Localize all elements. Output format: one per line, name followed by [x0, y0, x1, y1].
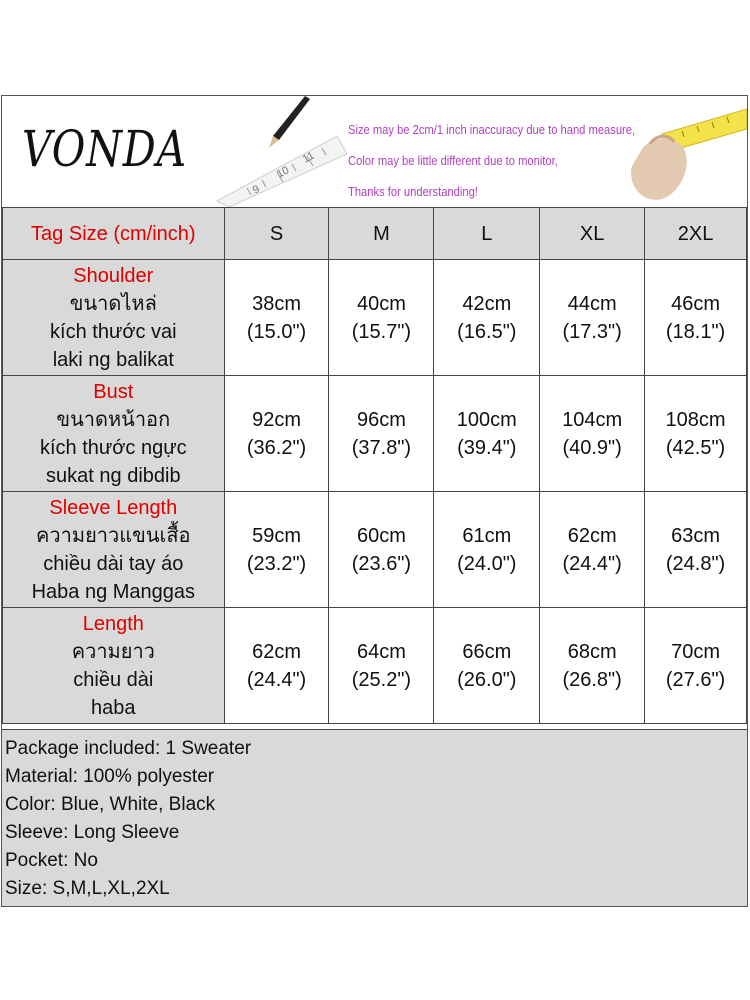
- row-label-line: kích thước vai: [50, 320, 177, 343]
- row-label-line: ขนาดไหล่: [69, 292, 157, 315]
- size-header: S: [224, 208, 329, 260]
- value-cm: 62cm: [252, 640, 301, 663]
- measurement-notes: [348, 114, 635, 207]
- value-cm: 104cm: [562, 408, 623, 431]
- table-row: [3, 376, 747, 492]
- value-cell: [540, 608, 645, 724]
- value-inch: (26.0"): [457, 668, 517, 691]
- row-label-line: laki ng balikat: [52, 348, 174, 371]
- value-cm: 96cm: [356, 408, 406, 431]
- row-title: Length: [82, 612, 144, 635]
- value-inch: (42.5"): [665, 436, 726, 459]
- info-line: Color: Blue, White, Black: [5, 794, 216, 815]
- row-label-line: kích thước ngực: [39, 436, 187, 459]
- table-row: [3, 492, 747, 608]
- info-line: Sleeve: Long Sleeve: [5, 822, 180, 843]
- tag-size-label: Tag Size (cm/inch): [3, 208, 225, 260]
- row-label: [3, 260, 225, 376]
- value-inch: (27.6"): [665, 668, 726, 691]
- value-cell: [434, 376, 540, 492]
- ruler-tick-label: 9: [250, 183, 262, 197]
- value-inch: (25.2"): [351, 668, 412, 691]
- row-label: [3, 376, 225, 492]
- info-line: Pocket: No: [5, 850, 98, 871]
- value-cm: 46cm: [671, 292, 720, 315]
- note-line: Color may be little different due to monitor,: [348, 153, 558, 168]
- value-inch: (15.0"): [246, 320, 307, 343]
- info-line: Package included: 1 Sweater: [5, 738, 252, 759]
- size-header: 2XL: [645, 208, 747, 260]
- value-cm: 61cm: [462, 524, 512, 547]
- value-inch: (37.8"): [351, 436, 412, 459]
- value-cell: [224, 260, 329, 376]
- row-label-line: chiều dài: [73, 668, 154, 691]
- table-row: [3, 608, 747, 724]
- value-inch: (18.1"): [665, 320, 726, 343]
- value-cell: [540, 376, 645, 492]
- row-label-line: ขนาดหน้าอก: [56, 408, 171, 431]
- value-cell: [645, 260, 747, 376]
- value-cell: [329, 376, 434, 492]
- size-table: [2, 207, 747, 724]
- value-inch: (39.4"): [457, 436, 517, 459]
- table-header-row: [3, 208, 747, 260]
- value-cell: [645, 492, 747, 608]
- value-cm: 100cm: [456, 408, 517, 431]
- value-cell: [540, 492, 645, 608]
- value-inch: (24.4"): [246, 668, 307, 691]
- size-header: XL: [540, 208, 645, 260]
- row-label-line: ความยาวแขนเสื้อ: [36, 524, 191, 547]
- value-inch: (24.0"): [457, 552, 517, 575]
- ruler-tick-label: 11: [300, 149, 317, 166]
- row-title: Shoulder: [73, 264, 154, 287]
- value-cell: [329, 608, 434, 724]
- table-row: [3, 260, 747, 376]
- row-label-line: haba: [91, 696, 136, 719]
- value-inch: (24.4"): [562, 552, 622, 575]
- value-cm: 42cm: [462, 292, 512, 315]
- value-cm: 70cm: [671, 640, 720, 663]
- value-inch: (17.3"): [562, 320, 622, 343]
- info-line: Material: 100% polyester: [5, 766, 215, 787]
- value-cm: 40cm: [356, 292, 406, 315]
- value-cm: 38cm: [252, 292, 301, 315]
- value-cm: 63cm: [671, 524, 720, 547]
- row-label-line: chiều dài tay áo: [43, 552, 184, 575]
- product-info: [2, 729, 747, 906]
- value-cell: [540, 260, 645, 376]
- value-cell: [645, 376, 747, 492]
- value-cell: [224, 376, 329, 492]
- value-inch: (40.9"): [562, 436, 622, 459]
- size-header: L: [434, 208, 540, 260]
- value-cm: 108cm: [665, 408, 726, 431]
- value-cm: 66cm: [462, 640, 512, 663]
- value-inch: (15.7"): [351, 320, 412, 343]
- value-cell: [645, 608, 747, 724]
- row-label-line: ความยาว: [71, 640, 155, 663]
- value-cell: [434, 492, 540, 608]
- value-cell: [329, 260, 434, 376]
- ruler-pencil-icon: [207, 96, 347, 207]
- value-inch: (23.6"): [351, 552, 412, 575]
- note-line: Thanks for understanding!: [348, 184, 478, 199]
- value-cm: 68cm: [567, 640, 617, 663]
- value-cm: 60cm: [356, 524, 406, 547]
- value-cell: [329, 492, 434, 608]
- value-inch: (24.8"): [665, 552, 726, 575]
- value-inch: (16.5"): [457, 320, 517, 343]
- value-inch: (26.8"): [562, 668, 622, 691]
- value-inch: (36.2"): [246, 436, 307, 459]
- value-cm: 92cm: [252, 408, 301, 431]
- brand-logo: VONDA: [22, 120, 187, 178]
- row-label: [3, 608, 225, 724]
- ruler-tick-label: 10: [274, 164, 292, 181]
- header-banner: [2, 96, 747, 207]
- value-cell: [434, 260, 540, 376]
- size-chart-sheet: [1, 95, 748, 907]
- row-label-line: Haba ng Manggas: [31, 580, 196, 603]
- measuring-tape-hand-icon: [622, 104, 747, 204]
- value-inch: (23.2"): [246, 552, 307, 575]
- row-title: Bust: [93, 380, 134, 403]
- value-cm: 44cm: [567, 292, 617, 315]
- row-label: [3, 492, 225, 608]
- row-title: Sleeve Length: [49, 496, 178, 519]
- value-cell: [434, 608, 540, 724]
- size-header: M: [329, 208, 434, 260]
- value-cell: [224, 492, 329, 608]
- value-cm: 64cm: [356, 640, 406, 663]
- row-label-line: sukat ng dibdib: [46, 464, 181, 487]
- note-line: Size may be 2cm/1 inch inaccuracy due to hand measure,: [348, 122, 636, 137]
- value-cm: 59cm: [252, 524, 301, 547]
- value-cell: [224, 608, 329, 724]
- info-line: Size: S,M,L,XL,2XL: [5, 878, 170, 899]
- value-cm: 62cm: [567, 524, 617, 547]
